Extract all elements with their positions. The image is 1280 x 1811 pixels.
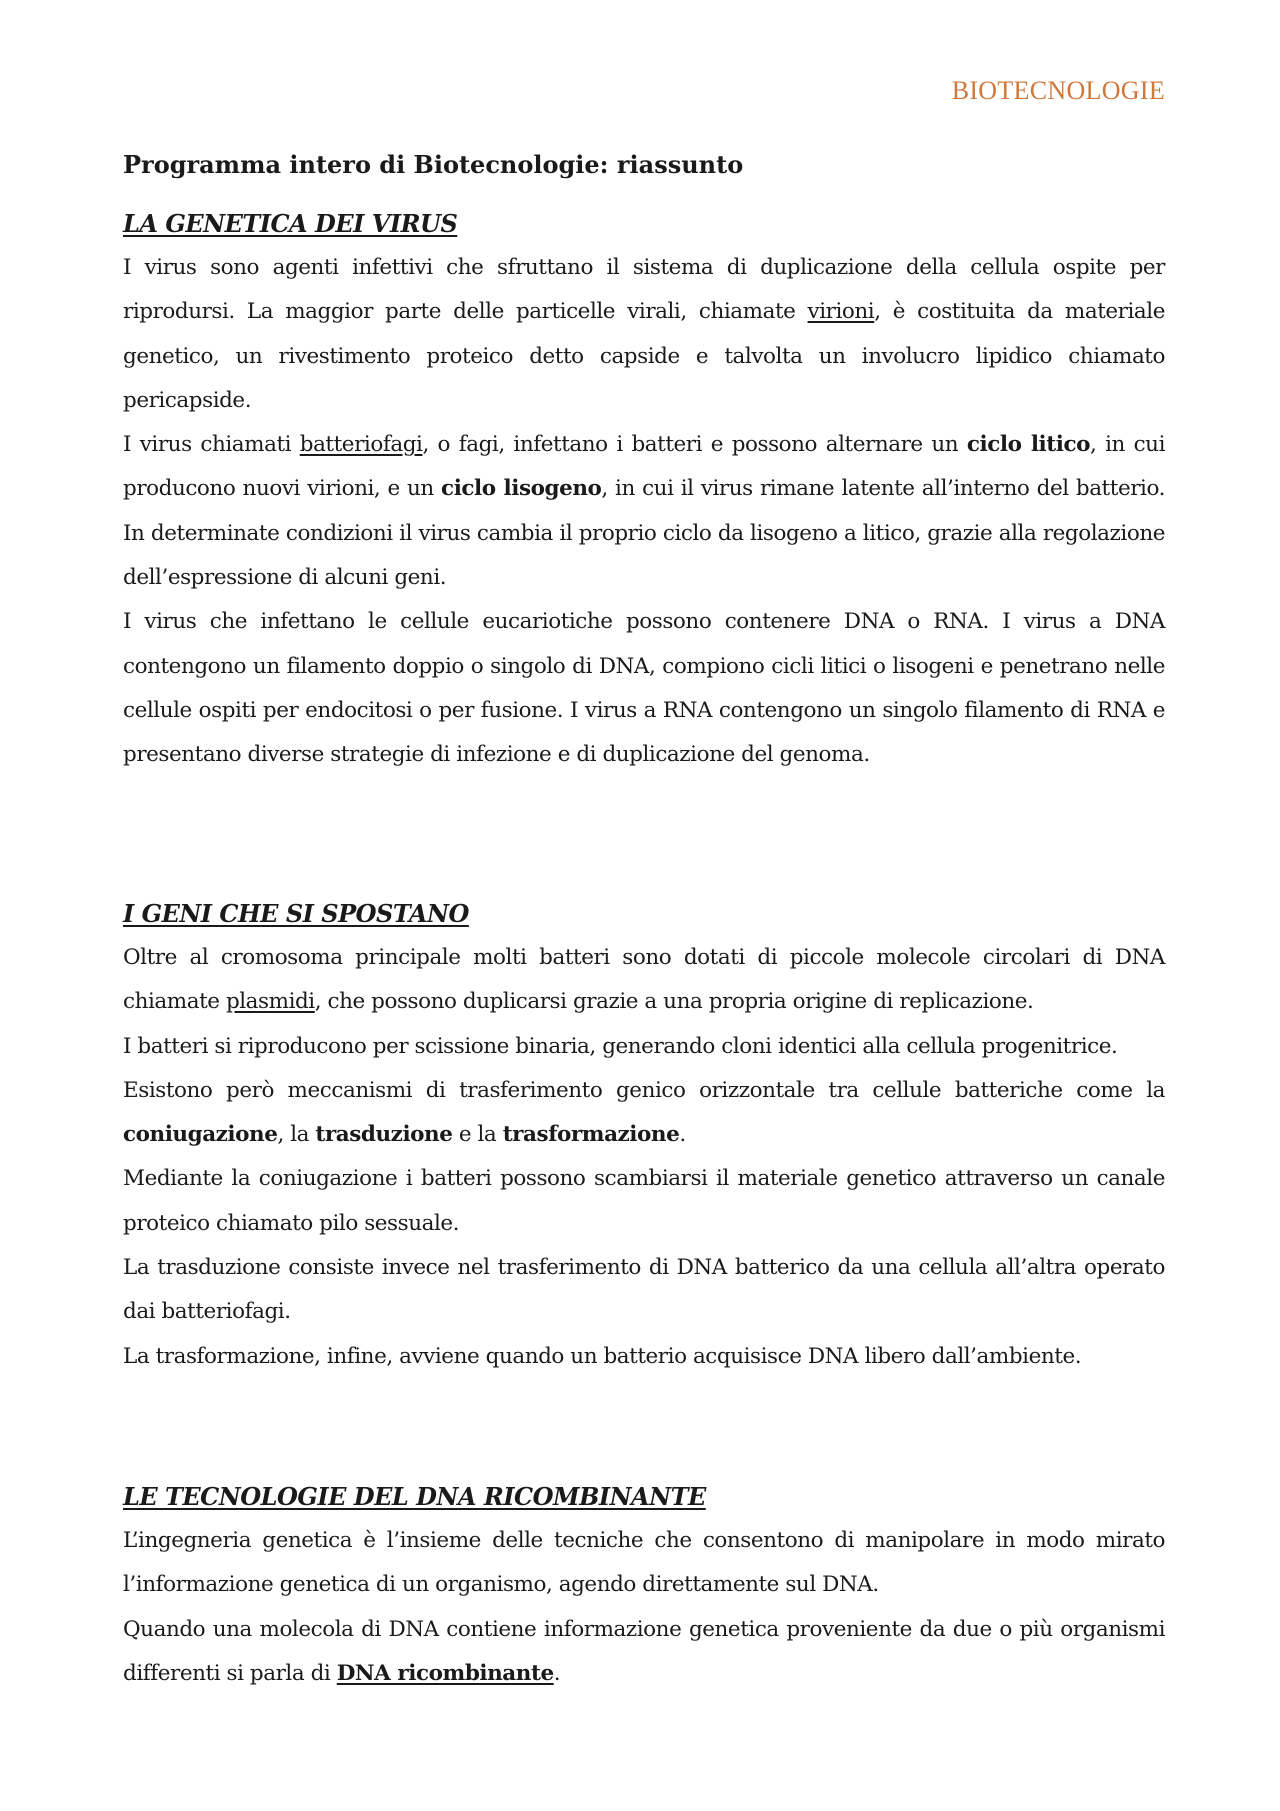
paragraph: L’ingegneria genetica è l’insieme delle tecniche che consentono di manipolare in modo mirato l’informazione genetica di un organismo, agendo direttamente sul DNA. <box>123 1528 1165 1598</box>
running-header: BIOTECNOLOGIE <box>951 76 1165 105</box>
term-trasduzione: trasduzione <box>315 1122 453 1148</box>
section-heading: I GENI CHE SI SPOSTANO <box>123 899 469 928</box>
paragraph: Esistono però meccanismi di trasferimento genico orizzontale tra cellule batteriche come la coniugazione, la trasduzione e la trasformazione. <box>123 1077 1165 1148</box>
section-geni-spostano <box>123 892 1165 1379</box>
term-batteriofagi: batteriofagi <box>299 432 423 458</box>
section-heading: LE TECNOLOGIE DEL DNA RICOMBINANTE <box>123 1482 706 1511</box>
section-dna-ricombinante <box>123 1475 1165 1696</box>
term-coniugazione: coniugazione <box>123 1122 278 1148</box>
paragraph: I virus sono agenti infettivi che sfruttano il sistema di duplicazione della cellula ospite per riprodursi. La maggior parte delle particelle virali, chiamate virioni, è costituita da materiale genetico, un rivestimento proteico detto capside e talvolta un involucro lipidico chiamato pericapside. <box>123 255 1165 413</box>
paragraph: La trasduzione consiste invece nel trasferimento di DNA batterico da una cellula all’altra operato dai batteriofagi. <box>123 1255 1165 1325</box>
term-trasformazione: trasformazione <box>502 1122 680 1148</box>
paragraph: Mediante la coniugazione i batteri possono scambiarsi il materiale genetico attraverso un canale proteico chiamato pilo sessuale. <box>123 1166 1165 1236</box>
term-plasmidi: plasmidi <box>225 989 315 1015</box>
term-dna-ricombinante: DNA ricombinante <box>336 1660 554 1686</box>
section-genetica-virus <box>123 202 1165 778</box>
paragraph: I virus che infettano le cellule eucariotiche possono contenere DNA o RNA. I virus a DNA contengono un filamento doppio o singolo di DNA, compiono cicli litici o lisogeni e penetrano nelle cellule ospiti per endocitosi o per fusione. I virus a RNA contengono un singolo filamento di RNA e presentano diverse strategie di infezione e di duplicazione del genoma. <box>123 609 1165 768</box>
document-title: Programma intero di Biotecnologie: riassunto <box>123 150 744 179</box>
term-virioni: virioni <box>807 299 875 325</box>
paragraph: Quando una molecola di DNA contiene informazione genetica proveniente da due o più organismi differenti si parla di DNA ricombinante. <box>123 1616 1165 1686</box>
paragraph: I batteri si riproducono per scissione binaria, generando cloni identici alla cellula progenitrice. <box>123 1033 1118 1059</box>
paragraph: La trasformazione, infine, avviene quando un batterio acquisisce DNA libero dall’ambiente. <box>123 1343 1082 1369</box>
term-ciclo-litico: ciclo litico <box>966 432 1090 458</box>
paragraph: I virus chiamati batteriofagi, o fagi, infettano i batteri e possono alternare un ciclo litico, in cui producono nuovi virioni, e un ciclo lisogeno, in cui il virus rimane latente all’interno del batterio. In determinate condizioni il virus cambia il proprio ciclo da lisogeno a litico, grazie alla regolazione dell’espressione di alcuni geni. <box>123 432 1166 591</box>
paragraph: Oltre al cromosoma principale molti batteri sono dotati di piccole molecole circolari di DNA chiamate plasmidi, che possono duplicarsi grazie a una propria origine di replicazione. <box>123 945 1165 1015</box>
section-heading: LA GENETICA DEI VIRUS <box>123 209 458 238</box>
term-ciclo-lisogeno: ciclo lisogeno <box>441 476 602 502</box>
